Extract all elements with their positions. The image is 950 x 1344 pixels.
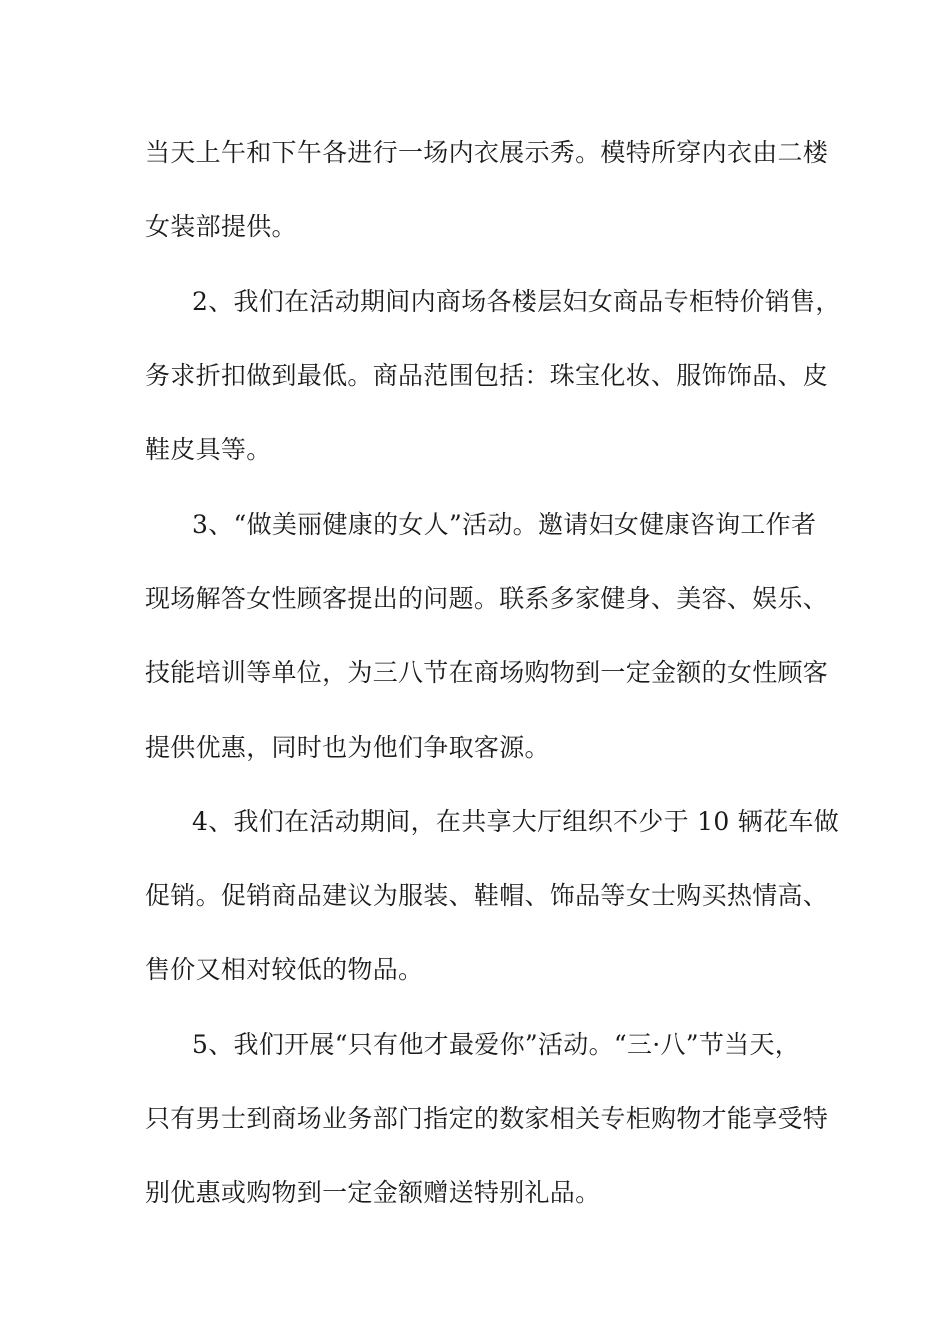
text-line: 促销。促销商品建议为服装、鞋帽、饰品等女士购买热情高、 xyxy=(145,881,829,910)
text-line: 售价又相对较低的物品。 xyxy=(145,955,424,984)
text-line: 技能培训等单位，为三八节在商场购物到一定金额的女性顾客 xyxy=(145,658,829,687)
text-line: 鞋皮具等。 xyxy=(145,435,272,464)
paragraph-2-start: 2、我们在活动期间内商场各楼层妇女商品专柜特价销售， xyxy=(192,287,841,316)
text-line: 现场解答女性顾客提出的问题。联系多家健身、美容、娱乐、 xyxy=(145,584,829,613)
paragraph-3-start: 3、“做美丽健康的女人”活动。邀请妇女健康咨询工作者 xyxy=(192,510,817,539)
text-line: 当天上午和下午各进行一场内衣展示秀。模特所穿内衣由二楼 xyxy=(145,138,829,167)
text-line: 女装部提供。 xyxy=(145,212,297,241)
paragraph-5-start: 5、我们开展“只有他才最爱你”活动。“三·八”节当天， xyxy=(192,1030,801,1059)
text-line: 别优惠或购物到一定金额赠送特别礼品。 xyxy=(145,1178,601,1207)
text-line: 务求折扣做到最低。商品范围包括：珠宝化妆、服饰饰品、皮 xyxy=(145,361,829,390)
text-line: 提供优惠，同时也为他们争取客源。 xyxy=(145,733,550,762)
text-line: 只有男士到商场业务部门指定的数家相关专柜购物才能享受特 xyxy=(145,1104,829,1133)
paragraph-4-start: 4、我们在活动期间，在共享大厅组织不少于 10 辆花车做 xyxy=(192,807,840,836)
